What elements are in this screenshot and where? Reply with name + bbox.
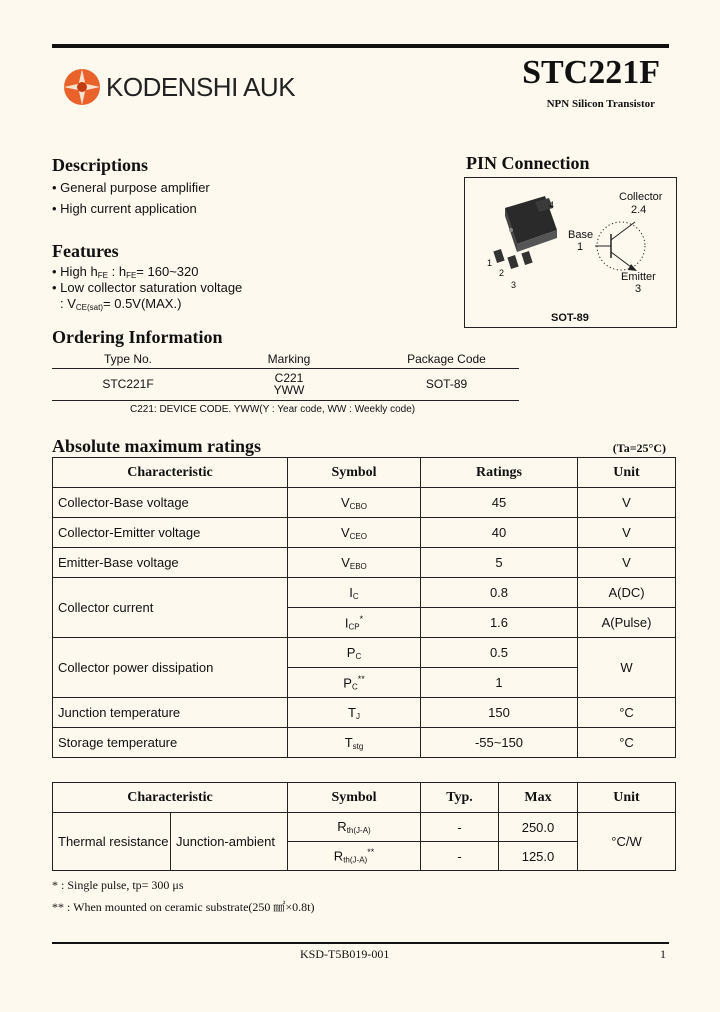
header-ratings: Ratings [421, 458, 578, 488]
collector-pins: 2.4 [631, 204, 647, 216]
ordering-header-type: Type No. [103, 351, 153, 366]
package-pin-3-label: 3 [511, 280, 517, 290]
thermal-header-characteristic: Characteristic [53, 783, 288, 813]
table-row: Collector power dissipation $P_C$ 0.5 W [53, 638, 676, 668]
ordering-package: SOT-89 [425, 377, 468, 391]
ordering-note: C221: DEVICE CODE. YWW(Y : Year code, WW : Weekly code) [130, 404, 416, 415]
base-pin: 1 [577, 241, 584, 253]
table-row: $R_{th(J-A)}^{**}$ - 125.0 [53, 842, 676, 871]
feature-hfe: • High $h_{FE}$ : $h_{FE}=$ 160~320 [52, 264, 199, 280]
description-item: • High current application [52, 201, 197, 216]
thermal-header-unit: Unit [578, 783, 676, 813]
part-number: STC221F [522, 54, 660, 91]
table-row: Emitter-Base voltage $V_{EBO}$ 5 V [53, 548, 676, 578]
brand-name: KODENSHI AUK [106, 72, 296, 102]
document-code: KSD-T5B019-001 [300, 947, 390, 961]
table-row: Collector-Emitter voltage $V_{CEO}$ 40 V [53, 518, 676, 548]
ordering-marking: C221 YWW [273, 371, 305, 397]
feature-vce: • Low collector saturation voltage [52, 280, 243, 295]
abs-max-condition: (Ta=25°C) [612, 441, 666, 455]
thermal-header-symbol: Symbol [288, 783, 421, 813]
table-row: Storage temperature $T_{stg}$ -55~150 °C [53, 728, 676, 758]
emitter-pin: 3 [635, 283, 642, 295]
table-row: Collector current $I_C$ 0.8 A(DC) [53, 578, 676, 608]
thermal-header-typ: Typ. [421, 783, 499, 813]
features-heading: Features [52, 241, 119, 261]
abs-max-header-row [53, 458, 676, 488]
abs-max-table [52, 457, 676, 758]
feature-vce-value: : $V_{CE(sat)}= 0.5V(MAX.)$ [60, 296, 182, 312]
emitter-label: Emitter [621, 271, 656, 283]
abs-max-heading: Absolute maximum ratings [52, 436, 262, 456]
table-row: $P_C^{**}$ 1 [53, 668, 676, 698]
ordering-header-row [52, 350, 519, 368]
pin-connection-box [464, 177, 677, 328]
package-pin-1-label: 1 [487, 258, 493, 268]
header-characteristic: Characteristic [53, 458, 288, 488]
ordering-heading: Ordering Information [52, 327, 223, 347]
header-symbol: Symbol [288, 458, 421, 488]
ordering-header-package: Package Code [407, 351, 486, 366]
header-rule [52, 44, 669, 48]
ordering-table [52, 350, 519, 401]
ordering-row [52, 368, 519, 400]
table-row: Junction temperature $T_J$ 150 °C [53, 698, 676, 728]
table-row: $I_{CP}^*$ 1.6 A(Pulse) [53, 608, 676, 638]
header-unit: Unit [578, 458, 676, 488]
collector-label: Collector [619, 191, 663, 203]
footer-rule [52, 942, 669, 944]
part-subtitle: NPN Silicon Transistor [546, 98, 655, 110]
note-single-pulse: * : Single pulse, tp= 300 μs [52, 878, 184, 892]
description-item: • General purpose amplifier [52, 180, 210, 195]
ordering-header-marking: Marking [267, 351, 311, 366]
table-row: Collector-Base voltage $V_{CBO}$ 45 V [53, 488, 676, 518]
descriptions-heading: Descriptions [52, 155, 148, 175]
thermal-header-row [53, 783, 676, 813]
thermal-header-max: Max [499, 783, 578, 813]
base-label: Base [568, 229, 594, 241]
note-ceramic-substrate: ** : When mounted on ceramic substrate(250 ㎟×0.8t) [52, 900, 315, 914]
thermal-table [52, 782, 676, 871]
package-pin-4-label: 4 [549, 200, 555, 210]
table-row: Thermal resistance Junction-ambient $R_{th(J-A)}$ - 250.0 °C/W [53, 813, 676, 842]
page-number: 1 [660, 947, 666, 961]
package-name: SOT-89 [551, 312, 589, 324]
package-pin-2-label: 2 [499, 268, 505, 278]
ordering-type: STC221F [102, 377, 154, 391]
kodenshi-logo-icon [62, 67, 102, 107]
pin-connection-heading: PIN Connection [466, 153, 590, 173]
